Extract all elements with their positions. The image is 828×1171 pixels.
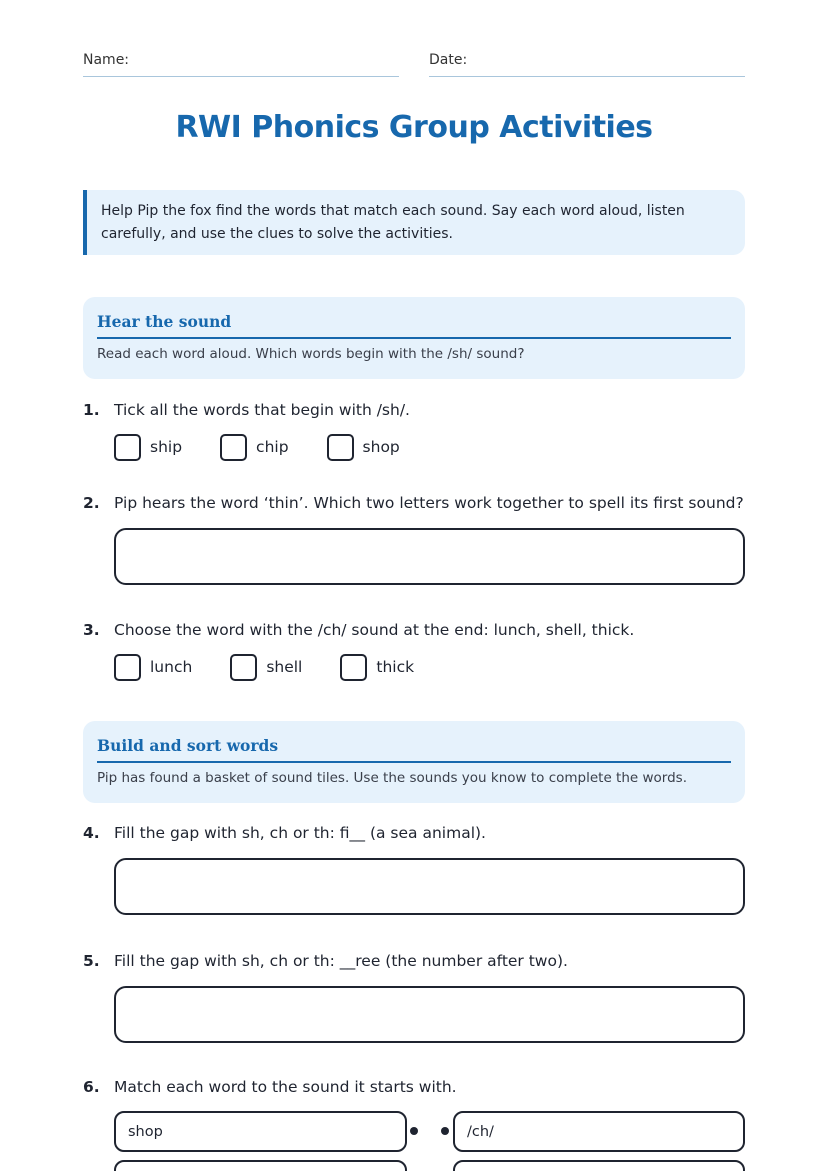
section-title: Build and sort words xyxy=(97,721,731,763)
name-field[interactable] xyxy=(83,52,399,77)
option-label: shell xyxy=(266,658,303,676)
question-text: Tick all the words that begin with /sh/. xyxy=(114,401,410,419)
option-ship[interactable] xyxy=(114,433,182,461)
question-4 xyxy=(83,824,745,846)
option-label: ship xyxy=(150,438,183,456)
question-text: Pip hears the word ‘thin’. Which two letters work together to spell its first sound? xyxy=(114,494,744,512)
option-shop[interactable] xyxy=(327,433,400,461)
checkbox[interactable] xyxy=(114,654,141,681)
question-text: Choose the word with the /ch/ sound at the end: lunch, shell, thick. xyxy=(114,621,635,639)
question-3 xyxy=(83,621,745,643)
answer-box-q2[interactable] xyxy=(114,528,745,585)
intro-callout: Help Pip the fox find the words that match each sound. Say each word aloud, listen carefully, and use the clues to solve the activities. xyxy=(83,190,745,255)
option-label: thick xyxy=(376,658,415,676)
question-number: 6. xyxy=(83,1078,100,1096)
question-text: Match each word to the sound it starts with. xyxy=(114,1078,457,1096)
date-label: Date: xyxy=(429,52,468,68)
options-q3 xyxy=(114,653,452,681)
answer-box-q5[interactable] xyxy=(114,986,745,1043)
question-number: 1. xyxy=(83,401,100,419)
question-text: Fill the gap with sh, ch or th: fi__ (a sea animal). xyxy=(114,824,486,842)
question-number: 5. xyxy=(83,952,100,970)
date-field[interactable] xyxy=(429,52,745,77)
answer-box-q4[interactable] xyxy=(114,858,745,915)
option-shell[interactable] xyxy=(230,653,302,681)
match-word-box[interactable] xyxy=(114,1111,407,1152)
match-dot-left[interactable] xyxy=(410,1127,418,1135)
checkbox[interactable] xyxy=(327,434,354,461)
section-desc: Read each word aloud. Which words begin with the /sh/ sound? xyxy=(97,346,525,362)
section-hear-the-sound xyxy=(83,297,745,379)
question-text: Fill the gap with sh, ch or th: __ree (the number after two). xyxy=(114,952,568,970)
question-number: 4. xyxy=(83,824,100,842)
match-sound-box[interactable] xyxy=(453,1160,745,1171)
name-label: Name: xyxy=(83,52,130,68)
options-q1 xyxy=(114,433,438,461)
question-2 xyxy=(83,494,745,516)
match-word-box[interactable] xyxy=(114,1160,407,1171)
section-desc: Pip has found a basket of sound tiles. Use the sounds you know to complete the words. xyxy=(97,770,688,786)
match-dot-right[interactable] xyxy=(441,1127,449,1135)
match-sound-box[interactable] xyxy=(453,1111,745,1152)
header-fields xyxy=(83,52,745,78)
option-label: chip xyxy=(256,438,289,456)
option-thick[interactable] xyxy=(340,653,414,681)
section-build-and-sort xyxy=(83,721,745,803)
option-label: shop xyxy=(362,438,400,456)
option-lunch[interactable] xyxy=(114,653,192,681)
option-label: lunch xyxy=(150,658,193,676)
match-word: shop xyxy=(128,1123,163,1140)
question-1 xyxy=(83,401,745,423)
checkbox[interactable] xyxy=(230,654,257,681)
checkbox[interactable] xyxy=(114,434,141,461)
option-chip[interactable] xyxy=(220,433,289,461)
checkbox[interactable] xyxy=(340,654,367,681)
question-6 xyxy=(83,1078,745,1100)
question-number: 2. xyxy=(83,494,100,512)
page-title: RWI Phonics Group Activities xyxy=(175,110,653,145)
section-title: Hear the sound xyxy=(97,297,731,339)
question-5 xyxy=(83,952,745,974)
checkbox[interactable] xyxy=(220,434,247,461)
match-sound: /ch/ xyxy=(467,1123,494,1140)
question-number: 3. xyxy=(83,621,100,639)
